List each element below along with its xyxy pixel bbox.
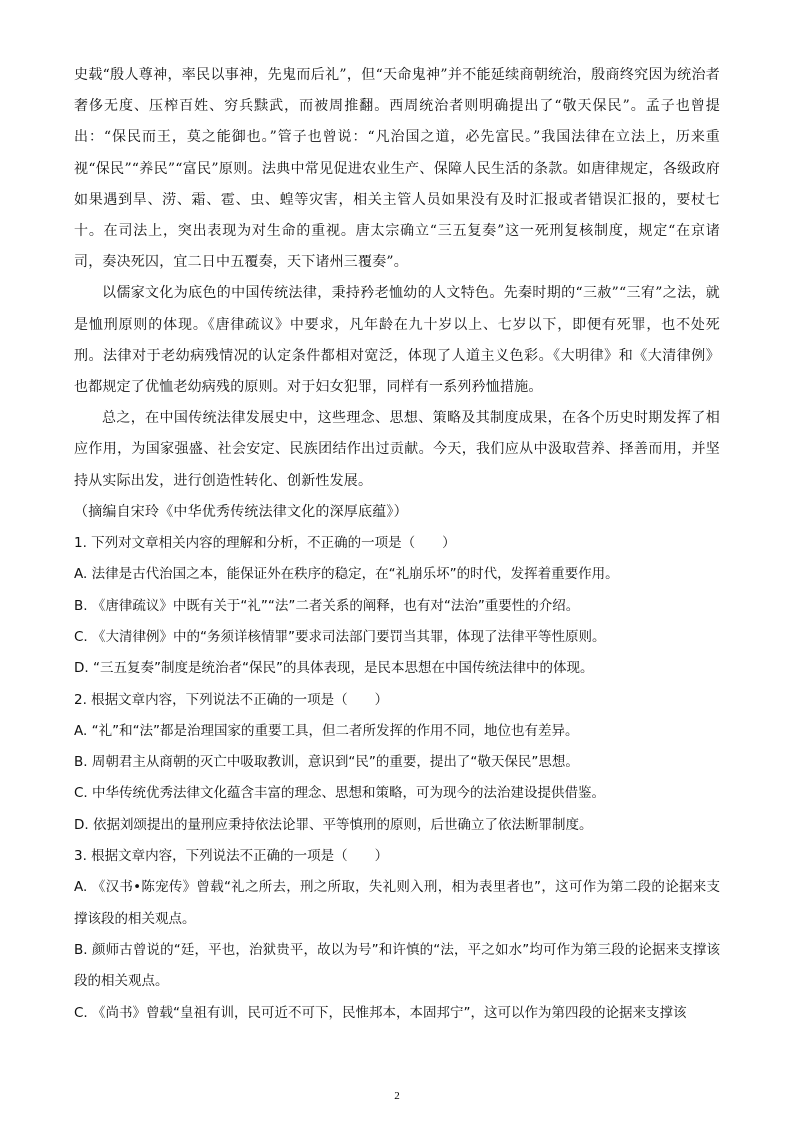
- option-b: B. 《唐律疏议》中既有关于“礼”“法”二者关系的阐释，也有对“法治”重要性的介绍。: [74, 597, 580, 614]
- question-stem: 2. 根据文章内容，下列说法不正确的一项是（ ）: [74, 691, 389, 708]
- question-stem: 3. 根据文章内容，下列说法不正确的一项是（ ）: [74, 848, 389, 865]
- questions: [74, 528, 720, 1029]
- option-c: C. 《尚书》曾载“皇祖有训，民可近不可下，民惟邦本，本固邦宁”，这可以作为第四段的论据来支撑该: [74, 1004, 687, 1021]
- option-c: C. 《大清律例》中的“务须详核情罪”要求司法部门要罚当其罪，体现了法律平等性原则。: [74, 628, 606, 645]
- question-1: [74, 528, 720, 684]
- option-a: A. 法律是古代治国之本，能保证外在秩序的稳定，在“礼崩乐坏”的时代，发挥着重要作用。: [74, 566, 619, 583]
- passage: [74, 60, 720, 528]
- passage-paragraph-1: 史载“殷人尊神，率民以事神，先鬼而后礼”，但“天命鬼神”并不能延续商朝统治，殷商终究因为统治者奢侈无度、压榨百姓、穷兵黩武，而被周推翻。西周统治者则明确提出了“敬天保民”。孟子也曾提出：“保民而王，莫之能御也。”管子也曾说：“凡治国之道，必先富民。”我国法律在立法上，历来重视“保民”“养民”“富民”原则。法典中常见促进农业生产、保障人民生活的条款。如唐律规定，各级政府如果遇到旱、涝、霜、雹、虫、蝗等灾害，相关主管人员如果没有及时汇报或者错误汇报的，要杖七十。在司法上，突出表现为对生命的重视。唐太宗确立“三五复奏”这一死刑复核制度，规定“在京诸司，奏决死囚，宜二日中五覆奏，天下诸州三覆奏”。: [74, 67, 720, 271]
- passage-paragraph-2: 以儒家文化为底色的中国传统法律，秉持矜老恤幼的人文特色。先秦时期的“三赦”“三宥”之法，就是恤刑原则的体现。《唐律疏议》中要求，凡年龄在九十岁以上、七岁以下，即便有死罪，也不处死刑。法律对于老幼病残情况的认定条件都相对宽泛，体现了人道主义色彩。《大明律》和《大清律例》也都规定了优恤老幼病残的原则。对于妇女犯罪，同样有一系列矜恤措施。: [74, 285, 720, 396]
- option-d: D. 依据刘颂提出的量刑应秉持依法论罪、平等慎刑的原则，后世确立了依法断罪制度。: [74, 816, 593, 833]
- passage-source: （摘编自宋玲《中华优秀传统法律文化的深厚底蕴》）: [74, 503, 408, 520]
- page-number: 2: [394, 1090, 400, 1102]
- option-a: A. “礼”和“法”都是治理国家的重要工具，但二者所发挥的作用不同，地位也有差异。: [74, 722, 579, 739]
- option-b: B. 周朝君主从商朝的灭亡中吸取教训，意识到“民”的重要，提出了“敬天保民”思想。: [74, 754, 579, 771]
- option-d: D. “三五复奏”制度是统治者“保民”的具体表现，是民本思想在中国传统法律中的体现。: [74, 660, 594, 677]
- passage-paragraph-3: 总之，在中国传统法律发展史中，这些理念、思想、策略及其制度成果，在各个历史时期发挥了相应作用，为国家强盛、社会安定、民族团结作出过贡献。今天，我们应从中汲取营养、择善而用，并坚持从实际出发，进行创造性转化、创新性发展。: [74, 410, 720, 489]
- question-3: [74, 841, 720, 1029]
- option-a: A. 《汉书•陈宠传》曾载“礼之所去，刑之所取，失礼则入刑，相为表里者也”，这可作为第二段的论据来支撑该段的相关观点。: [74, 879, 720, 927]
- question-2: [74, 685, 720, 841]
- option-b: B. 颜师古曾说的“廷，平也，治狱贵平，故以为号”和许慎的“法，平之如水”均可作为第三段的论据来支撑该段的相关观点。: [74, 941, 720, 990]
- question-stem: 1. 下列对文章相关内容的理解和分析，不正确的一项是（ ）: [74, 535, 456, 552]
- option-c: C. 中华传统优秀法律文化蕴含丰富的理念、思想和策略，可为现今的法治建设提供借鉴。: [74, 785, 606, 802]
